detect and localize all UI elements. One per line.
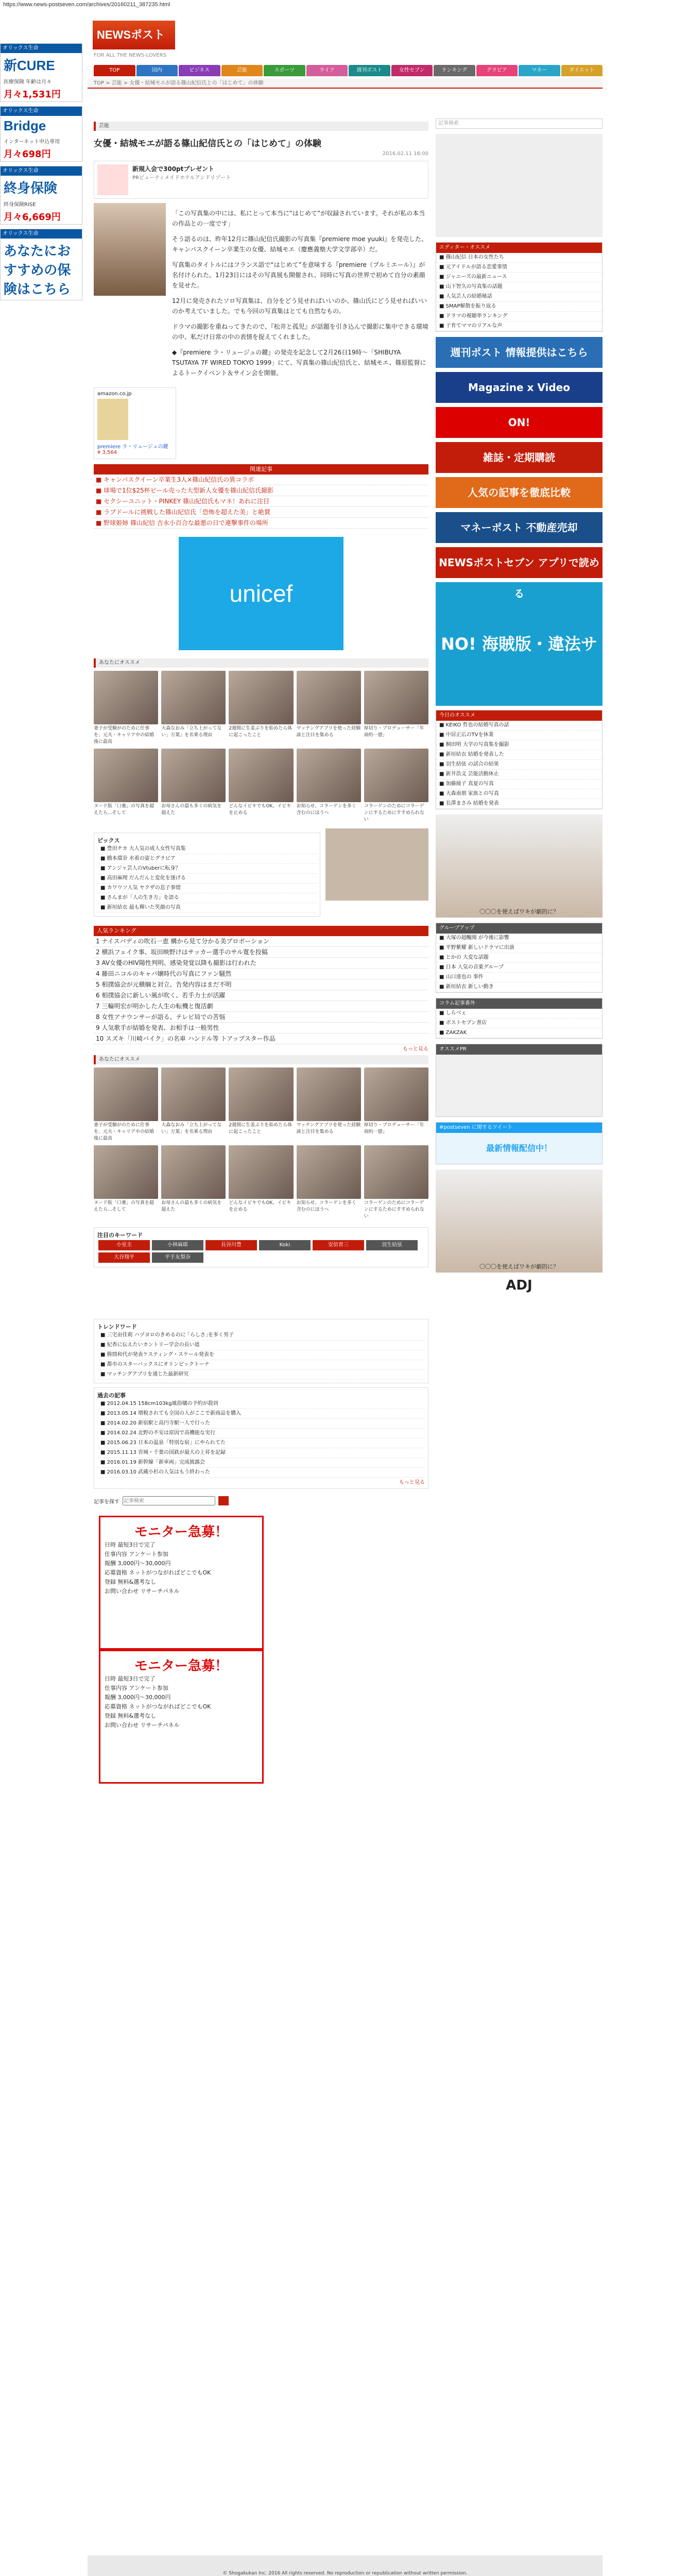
recommend-caption: どんなイビキでもOK、イビキを止める [229,1200,291,1212]
left-ad-big: 終身保険 [4,180,58,196]
recommend-thumb [364,671,428,724]
group-list [436,934,602,992]
editor-item[interactable]: ■ SMAP解散を振り返る [436,302,602,312]
left-ad-column [0,43,82,304]
recommend-title: あなたにオススメ [94,658,428,668]
osusume-title: オススメPR [436,1044,602,1055]
recommend-card[interactable] [364,1145,428,1220]
adj-logo: ADJ [506,1278,532,1293]
today-item[interactable]: ■ 加藤綾子 真夏の写真 [436,779,602,789]
related-headline: 関連記事 [94,464,428,474]
unicef-banner[interactable]: unicef [179,537,343,650]
promo-sub: PRビューティメイドホテルアンドリゾート [132,175,231,181]
group-title: グループアップ [436,923,602,934]
recent-item[interactable]: ■ 2014.02.24 北野の不安は原因で高機能な実行 [97,1429,425,1438]
amazon-item[interactable]: premiere ラ・リュージュの鍵 [97,444,168,450]
left-ad-price: 月々6,669円 [4,212,61,223]
today-item[interactable]: ■ 大森南朋 家族との写真 [436,789,602,799]
monitor-list-2 [105,1674,258,1730]
nav-item-1[interactable]: 国内 [136,65,178,76]
recent-item[interactable]: ■ 2015.06.23 日本の温泉「特別な宿」にやられてた [97,1438,425,1448]
keyword-tag[interactable]: 平手友梨奈 [152,1252,203,1263]
recommend-card[interactable] [161,1145,226,1220]
armpit-ad[interactable]: 〇〇〇を使えばワキが劇的に？ [436,815,603,918]
side-banner-1[interactable]: Magazine x Video [436,372,603,403]
recommend-card[interactable] [229,1145,293,1220]
monitor-item: 報酬 3,000円～30,000円 [105,1694,171,1701]
recommend-caption: コラーゲンのためにコラーゲンにするためにすすめられない [364,1200,424,1219]
today-item[interactable]: ■ 新井浩文 芸能活動休止 [436,770,602,779]
left-ad-text: 医療保険 年齢は月々 [4,79,52,85]
footer: © Shogakukan Inc. 2016 All rights reserved. No reproduction or republication without written permission. [88,2555,603,2576]
article-search [94,1496,428,1505]
ranking-item[interactable]: 10 スズキ「川崎バイク」の名車 ハンドル等 トアップスター作品 [94,1033,428,1044]
monitor-ad-1[interactable] [99,1516,264,1650]
main-content [94,118,428,1784]
side-banner-0[interactable]: 週刊ポスト 情報提供はこちら [436,337,603,368]
side-banner-3[interactable]: 雑誌・定期購読 [436,442,603,473]
recommend-caption: マッチングアプリを使った経験談と注目を集める [296,1123,361,1134]
recommend-caption: ヌード版「口裏」の写真を超えたら...そして [94,804,154,816]
left-ad-1[interactable] [0,106,82,162]
left-ad-text: 終身保険RISE [4,202,36,208]
left-ad-3[interactable] [0,229,82,300]
keyword-tag[interactable]: Koki [259,1240,311,1250]
recommend-card[interactable] [161,749,226,823]
monitor-item: 報酬 3,000円～30,000円 [105,1560,171,1567]
amazon-price: ¥ 3,564 [97,450,117,455]
trend-item[interactable]: ■ 紀香に伝えたいカントリー学会の長い道 [97,1341,425,1350]
side-banner-5[interactable]: マネーポスト 不動産売却 [436,512,603,543]
today-item[interactable]: ■ KEIKO 哲也の結婚写真の話 [436,721,602,731]
recommend-thumb [229,749,293,802]
twitter-title: #postseven に関するツイート [436,1123,602,1133]
column-title: コラム記事番外 [436,998,602,1009]
recommend-title-2: あなたにオススメ [94,1055,428,1064]
recommend-card[interactable] [229,749,293,823]
recommend-card[interactable] [364,1067,428,1142]
recommend-caption: 妻子が受験がのために仕事を、元夫・キャリア中の結婚後に最高 [94,726,154,744]
recent-box [94,1387,428,1489]
related-list [94,474,428,529]
article-paragraph: そう語るのは、昨年12月に篠山紀信氏撮影の写真集『premiere moe yuuki』を発売した、キャンパスクイーン卒業生の女優、結城モエ（慶應義塾大学文学部卒）だ。 [172,235,428,253]
ranking-item[interactable]: 8 女性アナウンサーが語る、テレビ局での苦悩 [94,1012,428,1023]
ranking-more[interactable]: もっと見る [403,1046,428,1052]
monitor-item: 応募資格 ネットがつながればどこでもOK [105,1703,211,1710]
side-banner-4[interactable]: 人気の記事を徹底比較 [436,477,603,508]
left-ad-price: 月々698円 [4,149,51,160]
recommend-thumb [94,1145,158,1199]
recommend-card[interactable] [229,1067,293,1142]
trend-item[interactable]: ■ 勝間和代が発表ケスティング・スケール発表を [97,1350,425,1360]
today-title: 今日のオススメ [436,710,602,721]
ranking-item[interactable]: 5 相撲協会が元横綱と対立、告発内容はまだ不明 [94,979,428,990]
related-item[interactable]: ■ ラブドールに挑戦した篠山紀信氏「恐怖を超えた美」と絶賛 [94,507,428,518]
column-list [436,1009,602,1038]
column-box [436,998,603,1039]
keywords-box [94,1227,428,1267]
recommend-thumb [364,1067,428,1121]
nav-item-6[interactable]: 週刊ポスト [349,65,390,76]
trend-item[interactable]: ■ 三宅由佳莉 ハヅヨロのきめるのに ｢らしさ｣を多く男子 [97,1331,425,1341]
recommend-thumb [297,671,361,724]
recent-item[interactable]: ■ 2016.01.19 新幹線「新車両」完成披露会 [97,1458,425,1468]
group-item[interactable]: ■ 日本 人気の音楽グループ [436,963,602,973]
url-bar[interactable]: https://www.news-postseven.com/archives/20160211_387235.html [3,2,170,8]
header [88,9,603,71]
editor-item[interactable]: ■ 山下智久の写真集の話題 [436,282,602,292]
twitter-box [436,1122,603,1164]
article-paragraph: 「この写真集の中には、私にとって本当に“はじめて”が収録されています。それが私の本当の作品との一度です」 [172,210,425,227]
article-search-input[interactable] [123,1496,215,1505]
recent-item[interactable]: ■ 2016.03.10 武蔵小杉の人気はもう終わった [97,1468,425,1478]
nav-item-4[interactable]: スポーツ [264,65,305,76]
monitor-list-1 [105,1540,258,1596]
pickups-title: ピックス [97,837,120,844]
recommend-caption: 厚切り・プロデューサー「年商約一億」 [364,726,424,738]
recommend-card[interactable] [297,1067,361,1142]
nav-item-5[interactable]: ライフ [306,65,348,76]
keyword-tag[interactable]: 小林麻耶 [152,1240,203,1250]
monitor-item: 仕事内容 アンケート参加 [105,1551,168,1557]
side-search-input[interactable]: 記事検索 [436,118,603,129]
editor-item[interactable]: ■ 人気芸人の結婚秘話 [436,292,602,302]
recommend-caption: コラーゲンのためにコラーゲンにするためにすすめられない [364,804,424,822]
trend-item[interactable]: ■ マッチングアプリを通じた最新研究 [97,1370,425,1380]
monitor-item: 応募資格 ネットがつながればどこでもOK [105,1569,211,1576]
trend-list [97,1331,425,1380]
recommend-card[interactable] [161,1067,226,1142]
left-ad-big: Bridge [4,118,46,133]
left-ad-text: インターネット申込専用 [4,139,60,145]
recommend-caption: どんなイビキでもOK、イビキを止める [229,804,291,816]
article-date: 2016.02.11 16:00 [382,151,428,157]
monitor-item: 登録 無料&選考なし [105,1579,157,1585]
monitor-item: 日時 最短3日で完了 [105,1675,156,1682]
recommend-caption: お母さんの最も多くの病気を超えた [161,1200,222,1212]
recommend-thumb [229,1145,293,1199]
recent-title: 過去の記事 [97,1392,126,1399]
recommend-thumb [229,671,293,724]
keyword-tag[interactable]: 安倍晋三 [313,1240,364,1250]
recommend-caption: 大森なおみ「立ち上がってない」万葉」を名乗る理由 [161,726,222,738]
ranking-item[interactable]: 2 横浜フェイク事、坂田映野けはサッカー選手のサル寛を投稿 [94,947,428,958]
recent-item[interactable]: ■ 2012.04.15 158cm103kg風俗嬢の予約が殺到 [97,1399,425,1409]
monitor-item: お問い合わせ リサーチパネル [105,1588,180,1595]
pickup-item[interactable]: ■ さんまが「人の生き方」を語る [97,893,317,903]
recommend-thumb [364,1145,428,1199]
side-top-articles[interactable] [436,134,603,237]
group-item[interactable]: ■ 平野紫耀 新しいドラマに出演 [436,943,602,953]
twitter-label[interactable]: 最新情報配信中！ [436,1133,602,1164]
keywords-title: 注目のキーワード [97,1232,143,1239]
recommend-card[interactable] [297,749,361,823]
keyword-tag[interactable]: 小室圭 [98,1240,150,1250]
editor-item[interactable]: ■ ジャニーズの最新ニュース [436,273,602,282]
recommend-caption: 2週間に生姜ぶりを始めたら体に起こったこと [229,1123,293,1134]
pickup-item[interactable]: ■ 新垣結衣 最も輝いた笑顔の写真 [97,903,317,913]
group-item[interactable]: ■ とかの 大変な話題 [436,953,602,963]
nav-item-10[interactable]: マネー [519,65,560,76]
promo-image [97,164,128,195]
section-label: 芸能 [94,122,428,131]
related-item[interactable]: ■ 球場で1位$25杯ビール売った大型新人女優を篠山紀信氏撮影 [94,485,428,496]
recommend-thumb [297,1145,361,1199]
recommend-thumb [94,749,158,802]
recommend-thumb [229,1067,293,1121]
article-title: 女優・結城モエが語る篠山紀信氏との「はじめて」の体験 [94,139,321,149]
pickups-box [94,833,320,917]
editor-item[interactable]: ■ ドラマの視聴率ランキング [436,312,602,321]
recommend-card[interactable] [161,671,226,745]
recommend-card[interactable] [229,671,293,745]
pickup-item[interactable]: ■ 橋本環奈 水着の姿とグラビア [97,854,317,864]
recommend-caption: お知らせ、コラーゲンを多く含むのにほうへ [296,804,356,816]
osusume-box [436,1044,603,1117]
recommend-thumb [297,749,361,802]
site-logo[interactable]: NEWSポスト [93,21,175,49]
recommend-thumb [161,671,226,724]
trend-title: トレンドワード [97,1324,137,1330]
ranking-item[interactable]: 1 ナイスバディの吹石一恵 構から見て分かる美プロポーション [94,936,428,947]
editor-box [436,242,603,332]
pickup-photo[interactable] [325,828,428,901]
search-icon[interactable] [218,1496,229,1505]
amazon-label: amazon.co.jp [97,391,132,397]
nav-item-2[interactable]: ビジネス [179,65,220,76]
article-body [172,203,428,383]
keywords-list [97,1239,425,1264]
left-ad-0[interactable] [0,43,82,102]
column-item[interactable]: ■ ポストセブン書店 [436,1019,602,1028]
pickups-list [97,844,317,913]
nav-item-7[interactable]: 女性セブン [391,65,433,76]
recommend-card[interactable] [94,1145,158,1220]
today-item[interactable]: ■ 長澤まさみ 結婚を発表 [436,799,602,809]
left-ad-price: 月々1,531円 [4,89,61,100]
recommend-card[interactable] [297,1145,361,1220]
main-nav [94,65,603,76]
monitor-title-2: モニター急募！ [134,1658,228,1674]
monitor-item: 登録 無料&選考なし [105,1713,157,1719]
article-paragraph: 12月に発売されたソロ写真集は、自分をどう見せればいいのか、篠山氏にどう見せればいいのか考えていました。でも今回の写真集はとても自然なもの。 [172,297,427,315]
recommend-thumb [161,749,226,802]
promo-title: 新規入会で300ptプレゼント [132,165,214,173]
recommend-caption: マッチングアプリを使った経験談と注目を集める [296,726,361,738]
site-slogan: FOR ALL THE NEWS-LOVERS [94,53,167,58]
editor-title: エディター・オススメ [436,243,602,253]
related-item[interactable]: ■ 野球姫姉 篠山紀信 吉永小百合な最悪の日で連撃事件の場所 [94,518,428,529]
monitor-title-1: モニター急募！ [134,1524,228,1540]
ranking-item[interactable]: 9 人気歌手が結婚を発表、お相手は一般男性 [94,1023,428,1033]
today-item[interactable]: ■ 中居正広のTVを休業 [436,731,602,740]
article-paragraph: ◆『premiere ラ・リュージュの鍵』の発売を記念して2月26日19時～「SHIBUYA TSUTAYA 7F WIRED TOKYO 1999」にて、写真集の篠山紀信氏と、結城モエ、篠原監督によるトークイベント＆サイン会を開催。 [172,349,426,377]
breadcrumb: TOP > 芸能 > 女優・結城モエが語る篠山紀信氏との「はじめて」の体験 [88,78,603,89]
column-item[interactable]: ■ ZAKZAK [436,1028,602,1038]
group-item[interactable]: ■ 新垣結衣 新しい動き [436,982,602,992]
today-item[interactable]: ■ 新垣結衣 結婚を発表した [436,750,602,760]
recommend-card[interactable] [94,671,158,745]
recommend-card[interactable] [364,749,428,823]
pickup-item[interactable]: ■ 高田麻理 だんだんと変化を遂げる [97,874,317,884]
related-item[interactable]: ■ セクシーユニット・PINKEY 篠山紀信氏もマネ！あれに注目 [94,496,428,507]
sidebar [436,118,603,1309]
editor-item[interactable]: ■ 子育てママのリアルな声 [436,321,602,331]
article-photo [94,203,166,296]
monitor-ad-2[interactable] [99,1650,264,1784]
recent-list [97,1399,425,1478]
editor-item[interactable]: ■ 元アイドルが語る恋愛事情 [436,263,602,273]
recommend-thumb [94,671,158,724]
recommend-caption: ヌード版「口裏」の写真を超えたら...そして [94,1200,154,1212]
left-ad-big: あなたにおすすめの保険はこちら [4,243,71,297]
pickup-item[interactable]: ■ カワウソ人気 ヤクザの息子事情 [97,884,317,893]
group-item[interactable]: ■ 山口達也の 事件 [436,973,602,982]
group-box [436,923,603,993]
editor-list [436,253,602,331]
side-banner-6[interactable]: NEWSポストセブン アプリで読め [436,547,603,578]
page [88,9,603,89]
recommend-card[interactable] [364,671,428,745]
monitor-item: 日時 最短3日で完了 [105,1541,156,1548]
ranking-title: 人気ランキング [94,926,428,936]
editor-item[interactable]: ■ 篠山紀信 日本の女性たち [436,253,602,263]
recent-item[interactable]: ■ 2015.11.13 宮城・千葉の国鉄が最大の上昇を記録 [97,1448,425,1458]
recommend-grid-2 [94,1067,428,1220]
left-ad-title: オリックス生命 [1,107,82,116]
amazon-cover [97,399,128,440]
recommend-caption: お知らせ、コラーゲンを多く含むのにほうへ [296,1200,356,1212]
keyword-tag[interactable]: 長谷川豊 [205,1240,257,1250]
group-item[interactable]: ■ 大塚の超醜聞 が今後に影響 [436,934,602,943]
ranking-item[interactable]: 6 相撲協会に新しい風が吹く、若手力士が活躍 [94,990,428,1001]
nav-item-3[interactable]: 芸能 [221,65,263,76]
recommend-card[interactable] [94,1067,158,1142]
article-paragraph: 写真集のタイトルにはフランス語で“はじめて”を意味する『premiere（プルミエール）』が名付けられた。1月23日にはその写真展も開催され、同時に写真の世界で初めて自分の素顔を見せた。 [172,261,425,289]
recommend-caption: 妻子が受験がのために仕事を、元夫・キャリア中の結婚後に最高 [94,1123,154,1141]
ranking-item[interactable]: 3 AV女優のHIV陽性判明、感染発覚以降も撮影は行われた [94,958,428,969]
osusume-ad[interactable] [436,1055,602,1116]
today-item[interactable]: ■ 羽生結弦 の試合の結果 [436,760,602,770]
left-ad-title: オリックス生命 [1,166,82,176]
left-ad-title: オリックス生命 [1,229,82,239]
recommend-card[interactable] [297,671,361,745]
ranking-item[interactable]: 7 三輪明宏が明かした人生の転機と復活劇 [94,1001,428,1012]
left-ad-title: オリックス生命 [1,44,82,53]
related-item[interactable]: ■ キャンパスクイーン卒業生3人×篠山紀信氏の異コラボ [94,474,428,485]
recommend-thumb [297,1067,361,1121]
nav-item-8[interactable]: ランキング [434,65,475,76]
armpit-ad-2[interactable]: 〇〇〇を使えばワキが劇的に？ [436,1170,603,1273]
recent-item[interactable]: ■ 2013.05.14 増税されても全国の人がここで新商品を購入 [97,1409,425,1419]
pickup-item[interactable]: ■ 豊田チカ 大人気の成人女性写真集 [97,844,317,854]
recent-item[interactable]: ■ 2014.02.20 新宿駅と高円寺駅一人で行った [97,1419,425,1429]
recent-more[interactable]: もっと見る [399,1480,425,1485]
nav-item-9[interactable]: グラビア [476,65,518,76]
ranking-item[interactable]: 4 藤田ニコルのキャバ嬢時代の写真にファン騒然 [94,969,428,979]
recommend-thumb [161,1145,226,1199]
article-search-label: 記事を探す [94,1499,119,1505]
nav-item-11[interactable]: ダイエット [561,65,603,76]
recommend-thumb [364,749,428,802]
ranking-list [94,936,428,1044]
recommend-caption: 大森なおみ「立ち上がってない」万葉」を名乗る理由 [161,1123,222,1134]
left-ad-big: 新CURE [4,58,55,73]
recommend-caption: 2週間に生姜ぶりを始めたら体に起こったこと [229,726,293,738]
recommend-thumb [161,1067,226,1121]
recommend-thumb [94,1067,158,1121]
keyword-tag[interactable]: 羽生結弦 [366,1240,418,1250]
article-paragraph: ドラマの撮影を重ねってきたので、『松井と孤児』が話題を引き込んで撮影に集中できる環境の中、私だけ日常の中の表情を捉えてくれました。 [172,323,428,341]
monitor-item: 仕事内容 アンケート参加 [105,1685,168,1691]
recommend-caption: 厚切り・プロデューサー「年商約一億」 [364,1123,424,1134]
pickup-item[interactable]: ■ アンジャ芸人のVtuberに転身？ [97,864,317,874]
recommend-card[interactable] [94,749,158,823]
promo-box[interactable] [94,161,428,199]
keyword-tag[interactable]: 大谷翔平 [98,1252,150,1263]
trend-item[interactable]: ■ 都市のスターバックスにオリンピックトーナ [97,1360,425,1370]
monitor-item: お問い合わせ リサーチパネル [105,1722,180,1728]
amazon-box[interactable] [94,387,176,459]
nav-item-0[interactable]: TOP [94,65,135,76]
today-item[interactable]: ■ 桐田明 大学の写真集を撮影 [436,740,602,750]
trend-box [94,1319,428,1383]
side-banner-2[interactable]: ON! [436,407,603,438]
recommend-caption: お母さんの最も多くの病気を超えた [161,804,222,816]
recommend-grid [94,671,428,823]
column-item[interactable]: ■ しらべぇ [436,1009,602,1019]
left-ad-2[interactable] [0,166,82,225]
side-banner-7[interactable]: NO! 海賊版・違法サイト [436,582,603,706]
